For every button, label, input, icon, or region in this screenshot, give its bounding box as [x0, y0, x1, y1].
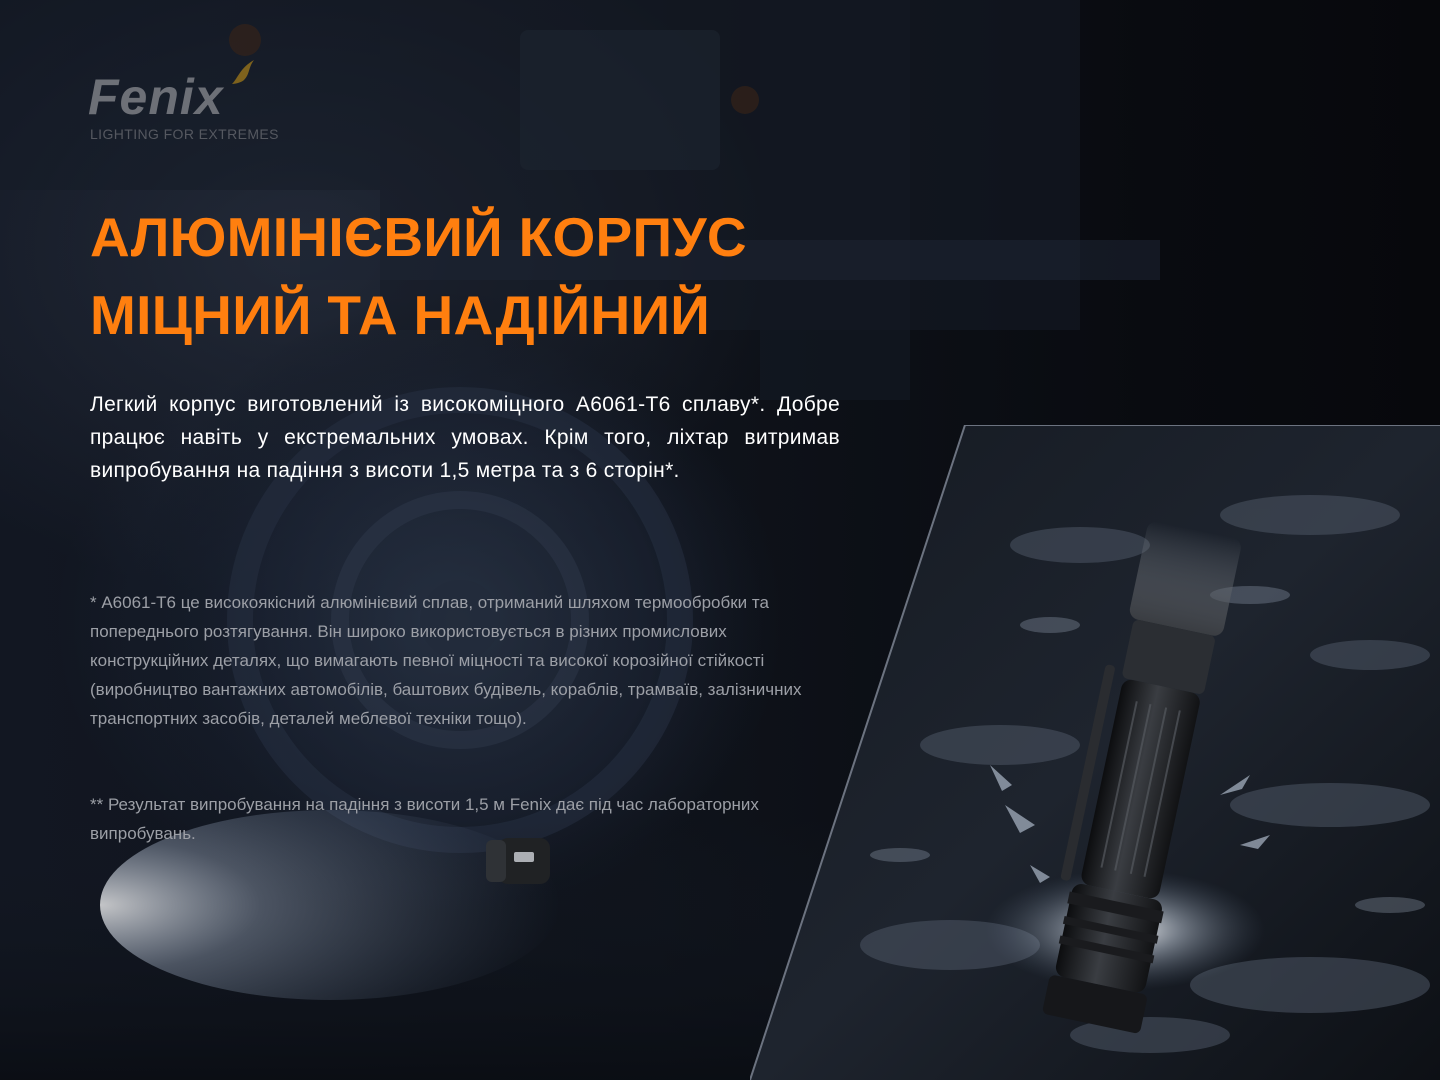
- product-photo-panel: [750, 425, 1440, 1080]
- footnote-alloy: * А6061-Т6 це високоякісний алюмінієвий сплав, отриманий шляхом термообробки та попереднього розтягування. Він широко використовується в різних промислових конструкційних деталях, що вимагають певної міцності та високої корозійної стійкості (виробництво вантажних автомобілів, баштових будівель, кораблів, трамваїв, залізничних транспортних засобів, деталей меблевої техніки тощо).: [90, 593, 802, 728]
- flame-icon: [228, 58, 258, 86]
- headline-line-2: МІЦНИЙ ТА НАДІЙНИЙ: [90, 284, 711, 346]
- logo-wordmark: Fenix: [88, 69, 224, 125]
- logo-tagline: LIGHTING FOR EXTREMES: [90, 126, 279, 142]
- fenix-logo: [88, 58, 318, 146]
- page-title: [90, 198, 747, 354]
- headline-line-1: АЛЮМІНІЄВИЙ КОРПУС: [90, 206, 747, 268]
- feature-description: Легкий корпус виготовлений із високоміцного А6061-Т6 сплаву*. Добре працює навіть у екстремальних умовах. Крім того, ліхтар витримав випробування на падіння з висоти 1,5 метра та з 6 сторін*.: [90, 393, 840, 482]
- footnote-drop-test: ** Результат випробування на падіння з висоти 1,5 м Fenix дає під час лабораторних випробувань.: [90, 795, 759, 843]
